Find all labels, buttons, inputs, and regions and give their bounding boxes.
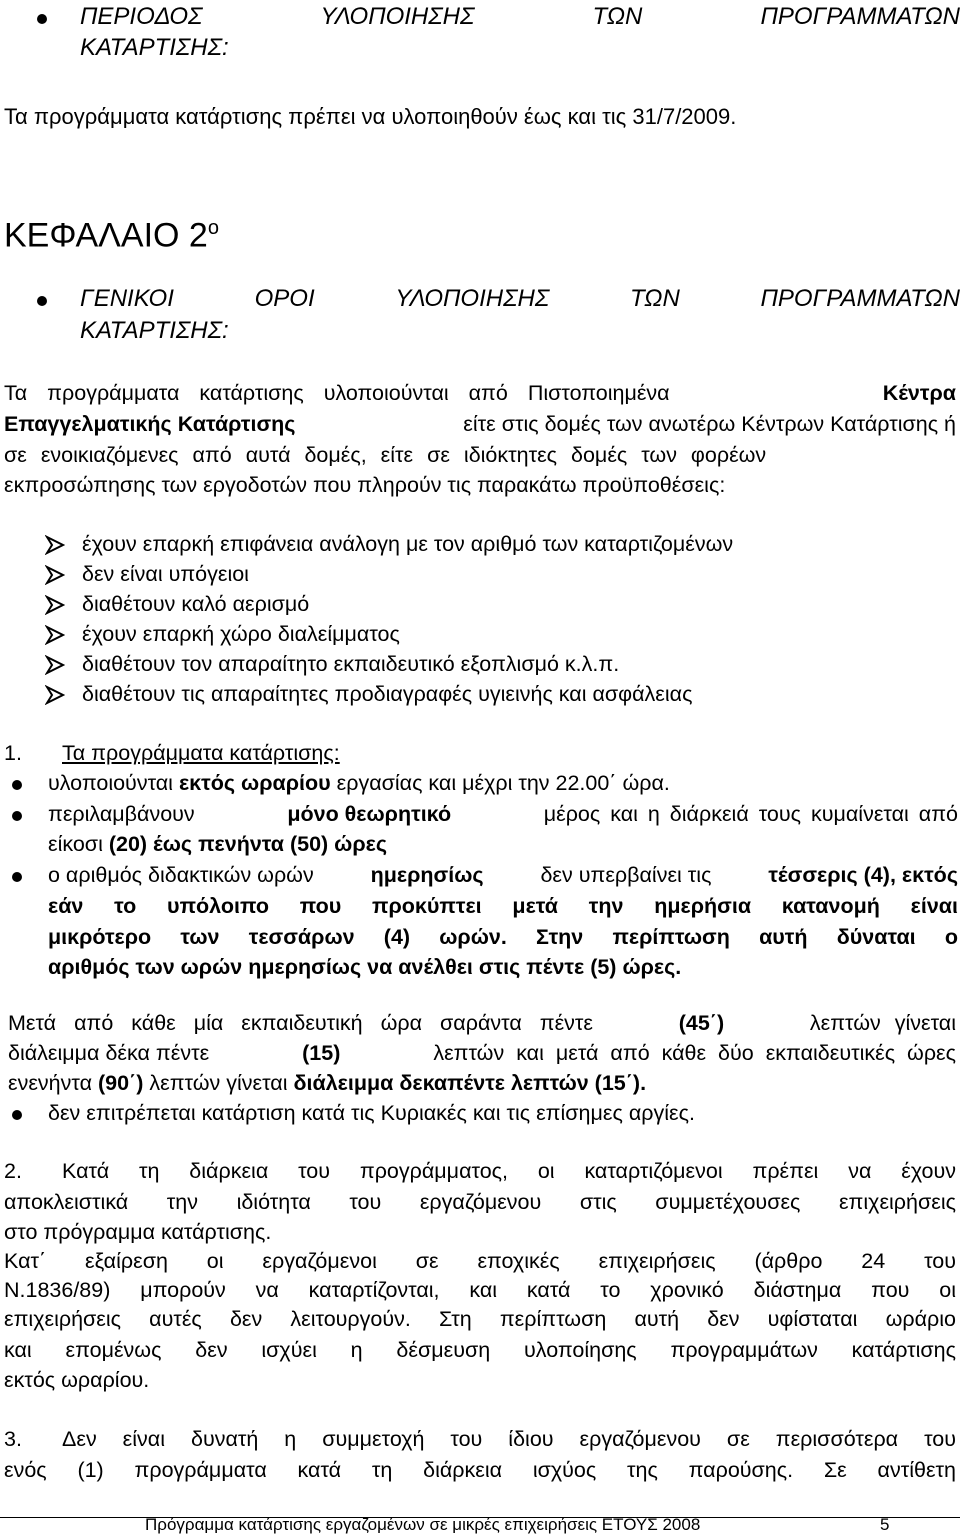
footer-text: Πρόγραμμα κατάρτισης εργαζομένων σε μικρές επιχειρήσεις ΕΤΟΥΣ 2008: [145, 1515, 701, 1534]
item1-title: Τα προγράμματα κατάρτισης:: [62, 741, 340, 765]
item2-line2: αποκλειστικά την ιδιότητα του εργαζόμενου στις συμμετέχουσες επιχειρήσεις: [4, 1190, 956, 1214]
item2-line1: Κατά τη διάρκεια του προγράμματος, οι καταρτιζόμενοι πρέπει να έχουν: [62, 1159, 956, 1183]
section2-heading-line2: ΚΑΤΑΡΤΙΣΗΣ:: [80, 317, 229, 344]
bullet-icon: [12, 780, 22, 790]
arrow-bullet-icon: [45, 535, 65, 555]
section1-paragraph: Τα προγράμματα κατάρτισης πρέπει να υλοποιηθούν έως και τις 31/7/2009.: [4, 104, 737, 129]
item1-bullet3-line2: εάν το υπόλοιπο που προκύπτει μετά την ημερήσια κατανομή είναι: [48, 894, 958, 918]
arrow-bullet-icon: [45, 595, 65, 615]
break-rule-line1: Μετά από κάθε μία εκπαιδευτική ώρα σαράντα πέντε (45΄) λεπτών γίνεται: [8, 1011, 956, 1035]
section1-heading-line2: ΚΑΤΑΡΤΙΣΗΣ:: [80, 34, 229, 61]
bullet-icon: [12, 811, 22, 821]
arrow-bullet-icon: [45, 655, 65, 675]
bullet-icon: [12, 872, 22, 882]
item1-bullet4: δεν επιτρέπεται κατάρτιση κατά τις Κυριακές και τις επίσημες αργίες.: [48, 1101, 695, 1125]
list-item: διαθέτουν τις απαραίτητες προδιαγραφές υγιεινής και ασφάλειας: [82, 682, 693, 706]
list-item: έχουν επαρκή χώρο διαλείμματος: [82, 622, 400, 646]
section2-paragraph-line1: Τα προγράμματα κατάρτισης υλοποιούνται από Πιστοποιημένα Κέντρα: [4, 381, 956, 405]
list-item: έχουν επαρκή επιφάνεια ανάλογη με τον αριθμό των καταρτιζομένων: [82, 532, 734, 556]
list-item: διαθέτουν καλό αερισμό: [82, 592, 310, 616]
item1-bullet3-line3: μικρότερο των τεσσάρων (4) ωρών. Στην περίπτωση αυτή δύναται ο: [48, 925, 958, 949]
bullet-icon: [37, 296, 47, 306]
section2-heading-line1: ΓΕΝΙΚΟΙ ΟΡΟΙ ΥΛΟΠΟΙΗΣΗΣ ΤΩΝ ΠΡΟΓΡΑΜΜΑΤΩΝ: [80, 285, 960, 312]
section1-heading-line1: ΠΕΡΙΟΔΟΣ ΥΛΟΠΟΙΗΣΗΣ ΤΩΝ ΠΡΟΓΡΑΜΜΑΤΩΝ: [80, 3, 960, 30]
item2-exception-line2: Ν.1836/89) μπορούν να καταρτίζονται, και κατά το χρονικό διάστημα που οι: [4, 1278, 956, 1302]
item2-exception-line3: επιχειρήσεις αυτές δεν λειτουργούν. Στη περίπτωση αυτή δεν υφίσταται ωράριο: [4, 1307, 956, 1331]
list-item: διαθέτουν τον απαραίτητο εκπαιδευτικό εξοπλισμό κ.λ.π.: [82, 652, 620, 676]
item1-bullet1: υλοποιούνται εκτός ωραρίου εργασίας και μέχρι την 22.00΄ ώρα.: [48, 771, 670, 795]
item3-number: 3.: [4, 1427, 22, 1451]
item1-bullet3-line4: αριθμός των ωρών ημερησίως να ανέλθει στις πέντε (5) ώρες.: [48, 955, 682, 979]
footer-page-number: 5: [880, 1515, 890, 1534]
item3-line2: ενός (1) προγράμματα κατά τη διάρκεια ισχύος της παρούσης. Σε αντίθετη: [4, 1458, 956, 1482]
item1-bullet2-line1: περιλαμβάνουν μόνο θεωρητικό μέρος και η διάρκειά τους κυμαίνεται από: [48, 802, 958, 826]
item1-bullet2-line2: είκοσι (20) έως πενήντα (50) ώρες: [48, 832, 388, 856]
item3-line1: Δεν είναι δυνατή η συμμετοχή του ίδιου εργαζόμενου σε περισσότερα του: [62, 1427, 956, 1451]
section2-paragraph-line3: σε ενοικιαζόμενες από αυτά δομές, είτε σε ιδιόκτητες δομές των φορέων: [4, 443, 767, 467]
arrow-bullet-icon: [45, 565, 65, 585]
item2-exception-line5: εκτός ωραρίου.: [4, 1368, 150, 1392]
chapter-title: ΚΕΦΑΛΑΙΟ $2^o$: [4, 216, 219, 255]
item2-exception-line4: και επομένως δεν ισχύει η δέσμευση υλοποίησης προγραμμάτων κατάρτισης: [4, 1338, 956, 1362]
arrow-bullet-icon: [45, 685, 65, 705]
list-item: δεν είναι υπόγειοι: [82, 562, 249, 586]
item1-number: 1.: [4, 741, 22, 765]
arrow-bullet-icon: [45, 625, 65, 645]
bullet-icon: [12, 1110, 22, 1120]
bullet-icon: [37, 14, 47, 24]
break-rule-line2: διάλειμμα δέκα πέντε (15) λεπτών και μετά από κάθε δύο εκπαιδευτικές ώρες: [8, 1041, 956, 1065]
item2-line3: στο πρόγραμμα κατάρτισης.: [4, 1220, 272, 1244]
item1-bullet3-line1: ο αριθμός διδακτικών ωρών ημερησίως δεν υπερβαίνει τις τέσσερις (4), εκτός: [48, 863, 958, 887]
section2-paragraph-line4: εκπροσώπησης των εργοδοτών που πληρούν τις παρακάτω προϋποθέσεις:: [4, 473, 726, 497]
break-rule-line3: ενενήντα (90΄) λεπτών γίνεται διάλειμμα δεκαπέντε λεπτών (15΄).: [8, 1071, 647, 1095]
section2-paragraph-line2: Επαγγελματικής Κατάρτισης είτε στις δομές των ανωτέρω Κέντρων Κατάρτισης ή: [4, 412, 956, 436]
item2-number: 2.: [4, 1159, 22, 1183]
item2-exception-line1: Κατ΄ εξαίρεση οι εργαζόμενοι σε εποχικές επιχειρήσεις (άρθρο 24 του: [4, 1249, 956, 1273]
